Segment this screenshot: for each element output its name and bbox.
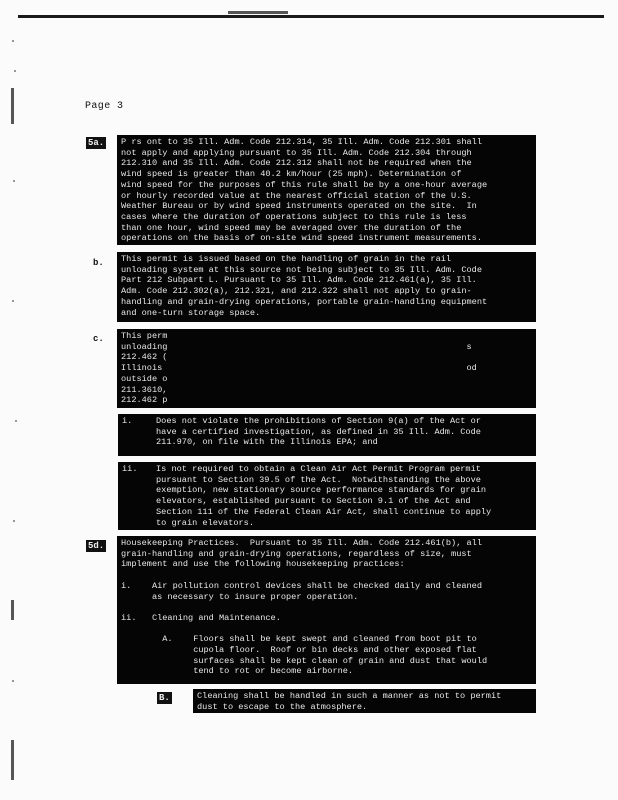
text-line: Illinois od [121,363,477,374]
text-line: cupola floor. Roof or bin decks and other exposed flat [121,645,477,656]
text-line [122,475,532,486]
redacted-block-5c-i [118,414,536,456]
section-tag: 5d. [88,541,105,551]
text-line: 212.462 p [121,395,168,406]
text-line: than one hour, wind speed may be averaged over the duration of the [121,222,462,233]
text-line [121,602,532,613]
scan-speck [12,300,14,302]
item-number: i. [122,416,133,426]
text-line: This permit is issued based on the handling of grain in the rail [121,254,452,264]
text-line: Housekeeping Practices. Pursuant to 35 Ill. Adm. Code 212.461(b), all [121,538,482,548]
text-line: and one-turn storage space. [121,307,261,318]
text-line: grain-handling and grain-drying operations, regardless of size, must [121,548,472,559]
redacted-block-5d [117,536,536,684]
section-tag: c. [93,334,104,344]
text-span: exemption, new stationary source performance standards for grain [156,485,487,496]
text-line [122,518,532,529]
scan-edge-mark [11,88,14,124]
redacted-block-5c [117,329,536,408]
text-line [121,570,532,581]
text-line: surfaces shall be kept clean of grain and dust that would [121,655,488,666]
scan-edge-mark [11,600,14,620]
text-line [122,464,532,475]
page-label: Page 3 [85,101,124,112]
text-line: Weather Bureau or by wind speed instruments operated on the site. In [121,201,477,212]
text-line: or hourly recorded value at the nearest official station of the U.S. [121,190,472,201]
text-span: to grain elevators. [156,517,254,528]
text-span: Is not required to obtain a Clean Air Act Permit Program permit [156,464,481,474]
text-line [122,507,532,518]
scan-top-mark [228,11,288,14]
text-span: Does not violate the prohibitions of Section 9(a) of the Act or [156,416,481,426]
text-span: Section 111 of the Federal Clean Air Act, shall continue to apply [156,506,492,517]
text-line: ii. Cleaning and Maintenance. [121,612,281,623]
text-line: as necessary to insure proper operation. [121,591,359,602]
text-line [122,437,532,448]
redacted-block-5a [117,135,536,245]
redacted-block-5c-ii [118,462,536,530]
text-span: elevators, established pursuant to Section 9.1 of the Act and [156,496,471,507]
text-span: pursuant to Section 39.5 of the Act. Notwithstanding the above [156,474,481,485]
text-line: tend to rot or become airborne. [121,666,354,677]
text-line: A. Floors shall be kept swept and cleaned from boot pit to [121,634,477,645]
section-tag: 5a. [88,138,105,148]
scan-top-rule [18,15,604,18]
text-line: wind speed for the purposes of this rule shall be by a one-hour average [121,179,488,190]
text-line: outside o [121,373,168,384]
section-tag: B. [159,693,170,703]
text-line: unloading s [121,341,472,352]
text-line: i. Air pollution control devices shall be checked daily and cleaned [121,580,482,591]
scan-speck [12,680,14,682]
text-line: operations on the basis of on-site wind speed instrument measurements. [121,233,482,244]
text-line: This perm [121,331,168,341]
text-span: have a certified investigation, as defined in 35 Ill. Adm. Code [156,426,481,437]
text-line [122,427,532,438]
text-line: cases where the duration of operations subject to this rule is less [121,211,467,222]
text-line [121,624,532,635]
text-line: Adm. Code 212.302(a), 212.321, and 212.322 shall not apply to grain- [121,286,472,297]
text-line: not apply and applying pursuant to 35 Ill. Adm. Code 212.304 through [121,147,472,158]
scan-speck [12,40,14,42]
redacted-block-5d-B [193,689,536,713]
text-line: Part 212 Subpart L. Pursuant to 35 Ill. Adm. Code 212.461(a), 35 Ill. [121,275,477,286]
text-line: 211.3610, [121,384,168,395]
text-line: handling and grain-drying operations, portable grain-handling equipment [121,296,488,307]
text-line: 212.310 and 35 Ill. Adm. Code 212.312 shall not be required when the [121,158,472,169]
text-line: unloading system at this source not being subject to 35 Ill. Adm. Code [121,264,482,275]
text-line: dust to escape to the atmosphere. [197,701,368,712]
scan-speck [14,70,16,72]
section-tag: b. [93,258,104,268]
scan-speck [13,520,15,522]
text-line: wind speed is greater than 40.2 km/hour (25 mph). Determination of [121,169,462,180]
scan-speck [13,180,15,182]
text-span: 211.970, on file with the Illinois EPA; and [156,437,378,448]
text-line: 212.462 ( [121,352,168,363]
text-line: Cleaning shall be handled in such a manner as not to permit [197,691,502,701]
text-line: implement and use the following housekeeping practices: [121,559,405,570]
text-line: P rs ont to 35 Ill. Adm. Code 212.314, 35 Ill. Adm. Code 212.301 shall [121,137,482,147]
scan-speck [15,420,17,422]
redacted-block-5b [117,252,536,322]
text-line [122,496,532,507]
item-number: ii. [122,464,138,474]
text-line [122,416,532,427]
text-line [122,485,532,496]
scan-edge-mark [11,740,14,780]
